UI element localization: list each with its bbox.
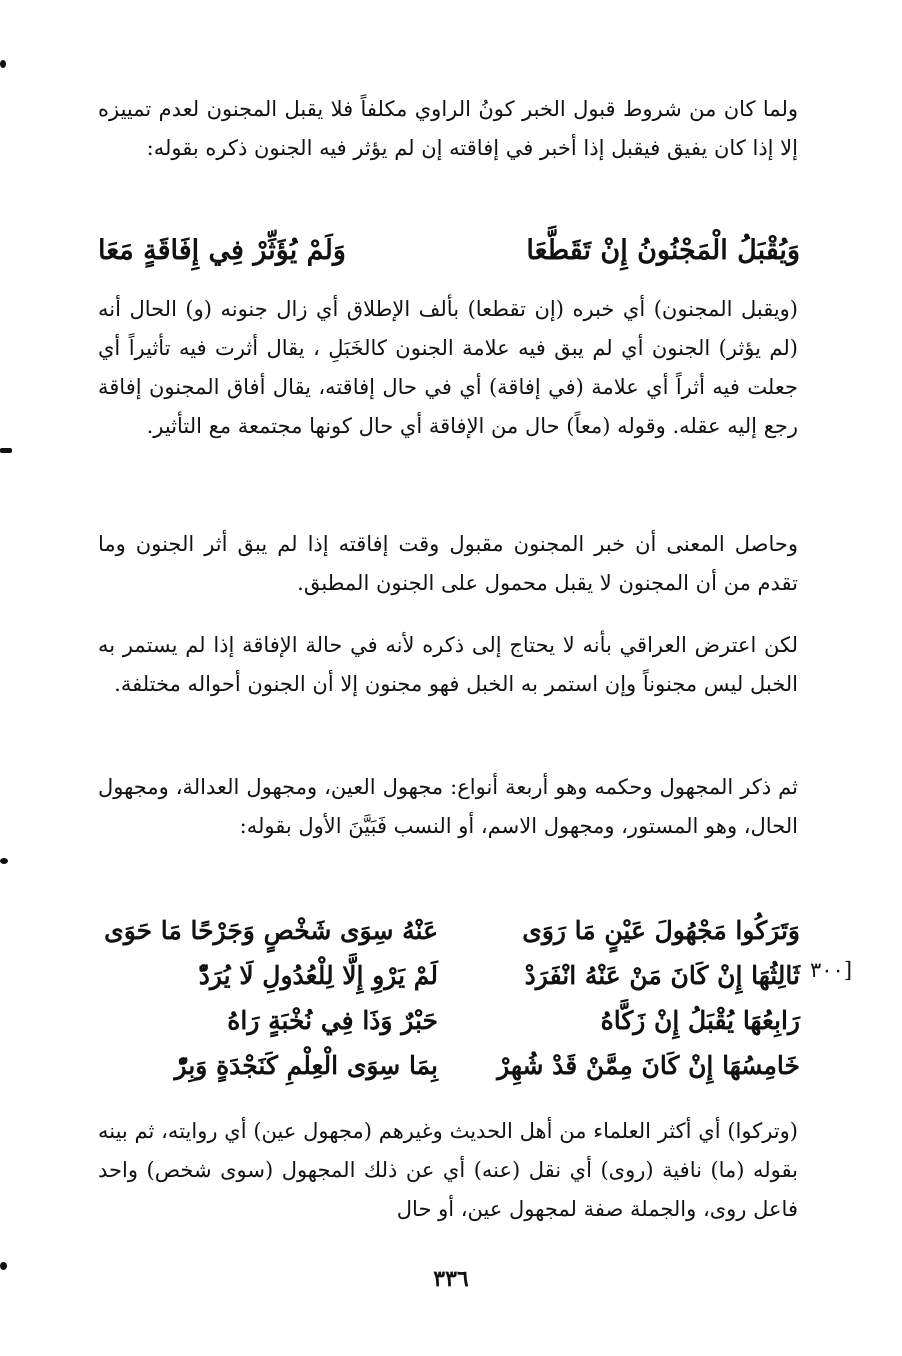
poem-hemistich-first: خَامِسُهَا إِنْ كَانَ مِمَّنْ قَدْ شُهِرْ (497, 1051, 800, 1080)
poem-row (98, 998, 800, 1043)
paragraph-majhul-intro: ثم ذكر المجهول وحكمه وهو أربعة أنواع: مجهول العين، ومجهول العدالة، ومجهول الحال، وهو المستور، ومجهول الاسم، أو النسب فَبَيَّنَ الأول بقوله: (98, 775, 798, 838)
poem-hemistich-first: ثَالِثُهَا إِنْ كَانَ مَنْ عَنْهُ انْفَرَدْ (524, 961, 800, 990)
poem-hemistich-second: بِمَا سِوَى الْعِلْمِ كَنَجْدَةٍ وَبِرّْ (174, 1051, 438, 1080)
scan-mark (0, 60, 6, 68)
page-number: ٣٣٦ (433, 1266, 469, 1292)
poem-hemistich-second: عَنْهُ سِوَى شَخْصٍ وَجَرْحًا مَا حَوَى (104, 916, 438, 945)
paragraph-explanation: (ويقبل المجنون) أي خبره (إن تقطعا) بألف الإطلاق أي زال جنونه (و) الحال أنه (لم يؤثر) الجنون أي لم يبق فيه علامة الجنون كالخَبَلِ ، يقال أثرت فيه تأثيراً أي جعلت فيه أثراً أي علامة (في إفاقة) أي في حال إفاقته، يقال أفاق المجنون إفاقة رجع إليه عقله. وقوله (معاً) حال من الإفاقة أي حال كونها مجتمعة مع التأثير. (98, 297, 798, 438)
paragraph-summary: وحاصل المعنى أن خبر المجنون مقبول وقت إفاقته إذا لم يبق أثر الجنون وما تقدم من أن المجنون لا يقبل محمول على الجنون المطبق. (98, 532, 798, 595)
verse-hemistich-first: وَيُقْبَلُ الْمَجْنُونُ إِنْ تَقَطَّعَا (526, 234, 800, 266)
scan-mark (0, 448, 12, 453)
poem-block (98, 908, 800, 1088)
scan-mark (0, 858, 8, 864)
poem-hemistich-second: لَمْ يَرْوِ إِلَّا لِلْعُدُولِ لَا يُرَدّْ (198, 961, 438, 990)
poem-hemistich-second: حَبْرٌ وَذَا فِي نُخْبَةٍ رَاهُ (227, 1006, 438, 1035)
poem-row (98, 953, 800, 998)
poem-row (98, 1043, 800, 1088)
poem-hemistich-first: رَابِعُهَا يُقْبَلُ إِنْ زَكَّاهُ (600, 1006, 800, 1035)
verse-hemistich-second: وَلَمْ يُؤَثِّرْ فِي إِفَاقَةٍ مَعَا (98, 234, 346, 266)
verse-line (98, 224, 800, 276)
paragraph-commentary: (وتركوا) أي أكثر العلماء من أهل الحديث وغيرهم (مجهول عين) أي روايته، ثم بينه بقوله (ما) نافية (روى) أي نقل (عنه) أي عن ذلك المجهول (سوى شخص) واحد فاعل روى، والجملة صفة لمجهول عين، أو حال (98, 1119, 798, 1221)
poem-hemistich-first: وَتَرَكُوا مَجْهُولَ عَيْنٍ مَا رَوَى (522, 916, 800, 945)
paragraph-objection: لكن اعترض العراقي بأنه لا يحتاج إلى ذكره لأنه في حالة الإفاقة إذا لم يستمر به الخبل ليس مجنوناً وإن استمر به الخبل فهو مجنون إلا أن الجنون أحواله مختلفة. (98, 633, 798, 696)
poem-row (98, 908, 800, 953)
paragraph-intro: ولما كان من شروط قبول الخبر كونُ الراوي مكلفاً فلا يقبل المجنون لعدم تمييزه إلا إذا كان يفيق فيقبل إذا أخبر في إفاقته إن لم يؤثر فيه الجنون ذكره بقوله: (98, 97, 798, 160)
verse-number-marker: [٣٠٠ (810, 958, 853, 982)
